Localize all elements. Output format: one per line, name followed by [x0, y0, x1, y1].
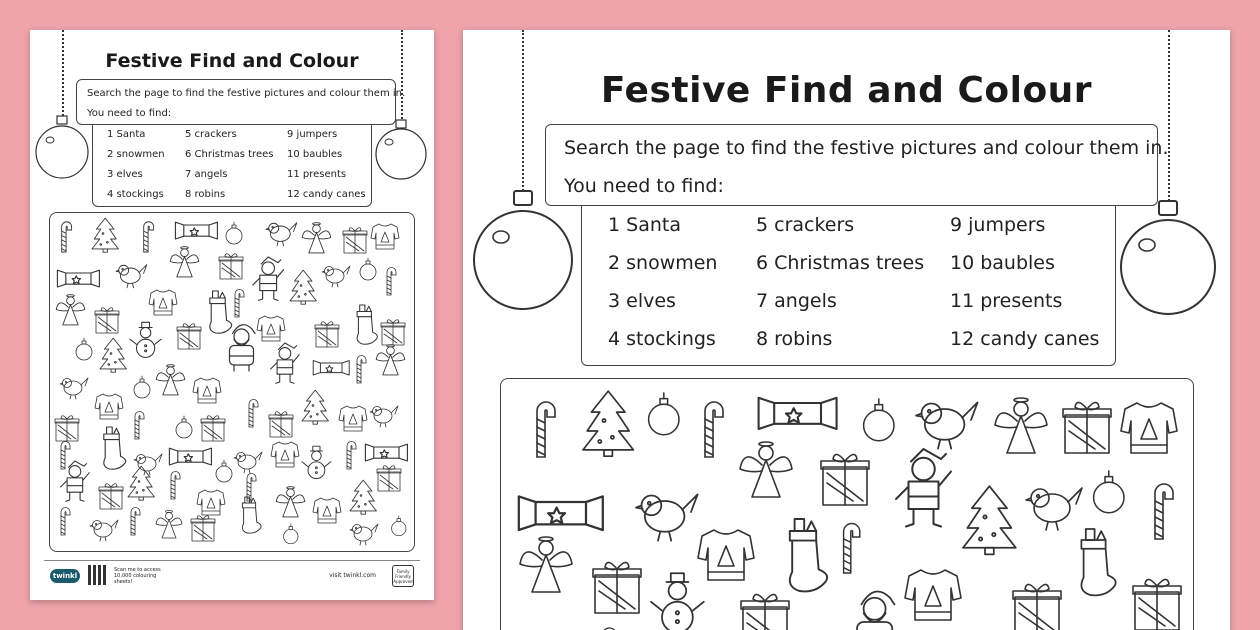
list-item: 7 angels	[756, 290, 837, 312]
candy-cane-icon	[387, 268, 396, 296]
bauble-icon	[76, 338, 92, 360]
list-item: 2 snowmen	[608, 252, 718, 274]
cracker-icon	[169, 448, 211, 465]
instruction-text: Search the page to find the festive pictures and colour them in.	[564, 137, 1169, 159]
robin-icon	[266, 223, 297, 246]
bauble-icon	[176, 416, 192, 438]
worksheet-zoomed	[463, 30, 1230, 630]
robin-icon	[90, 520, 118, 541]
bauble-icon	[360, 258, 376, 280]
family-friendly-badge: Family Friendly Approved	[392, 565, 414, 587]
candy-cane-icon	[61, 442, 70, 470]
angel-icon	[156, 365, 185, 395]
robin-icon	[1026, 488, 1082, 530]
list-item: 2 snowmen	[107, 149, 165, 160]
list-item: 3 elves	[107, 169, 143, 180]
santa-icon	[857, 591, 894, 630]
search-picture-area	[49, 212, 415, 552]
angel-icon	[520, 537, 572, 592]
list-item: 8 robins	[756, 328, 833, 350]
list-item: 5 crackers	[756, 214, 855, 236]
jumper-icon	[1121, 403, 1177, 453]
bauble-icon	[864, 399, 894, 441]
christmas-tree-icon	[100, 338, 126, 372]
list-item: 6 Christmas trees	[185, 149, 274, 160]
elf-icon	[896, 449, 951, 527]
scan-text: Scan me to access 10,000 colouring sheets!	[114, 567, 161, 585]
bauble-icon	[1094, 471, 1124, 513]
stocking-icon	[210, 291, 232, 333]
christmas-tree-icon	[302, 390, 328, 424]
instruction-find-label: You need to find:	[87, 108, 172, 119]
list-item: 5 crackers	[185, 129, 237, 140]
robin-icon	[916, 402, 978, 448]
angel-icon	[302, 223, 331, 253]
cracker-icon	[175, 222, 217, 239]
cracker-icon	[759, 398, 837, 429]
list-item: 6 Christmas trees	[756, 252, 925, 274]
bauble-icon	[1119, 197, 1217, 319]
angel-icon	[740, 442, 792, 497]
snowman-icon	[302, 446, 331, 478]
list-item: 9 jumpers	[950, 214, 1046, 236]
qr-code-icon	[88, 565, 108, 585]
bauble-icon	[649, 393, 679, 435]
robin-icon	[60, 378, 88, 399]
candy-cane-icon	[144, 222, 154, 252]
list-item: 7 angels	[185, 169, 228, 180]
list-item: 10 baubles	[950, 252, 1055, 274]
list-item: 3 elves	[608, 290, 676, 312]
present-icon	[821, 454, 869, 505]
list-item: 1 Santa	[608, 214, 681, 236]
bauble-string	[62, 30, 64, 120]
instructions-box	[76, 79, 406, 125]
robin-icon	[636, 494, 698, 540]
festive-pictures	[501, 379, 1194, 630]
jumper-icon	[271, 442, 299, 467]
bauble-icon	[392, 516, 406, 536]
candy-cane-icon	[537, 402, 555, 457]
present-icon	[1063, 402, 1111, 453]
present-icon	[191, 516, 215, 541]
bauble-string	[401, 30, 403, 122]
candy-cane-icon	[347, 442, 356, 470]
candy-cane-icon	[844, 524, 860, 574]
bauble-string	[522, 30, 524, 195]
angel-icon	[995, 398, 1047, 453]
list-item: 8 robins	[185, 189, 226, 200]
list-item: 10 baubles	[287, 149, 343, 160]
stocking-icon	[242, 497, 261, 533]
candy-cane-icon	[61, 508, 70, 536]
elf-icon	[271, 343, 300, 383]
christmas-tree-icon	[92, 218, 118, 252]
bauble-icon	[216, 460, 232, 482]
list-item: 9 jumpers	[287, 129, 338, 140]
present-icon	[99, 484, 123, 509]
list-item: 11 presents	[950, 290, 1063, 312]
list-item: 11 presents	[287, 169, 347, 180]
present-icon	[1013, 584, 1061, 630]
candy-cane-icon	[705, 402, 723, 457]
instructions-box	[545, 124, 1169, 206]
present-icon	[315, 322, 339, 347]
candy-cane-icon	[131, 508, 140, 536]
jumper-icon	[313, 498, 341, 523]
stocking-icon	[1081, 529, 1115, 595]
angel-icon	[376, 345, 405, 375]
christmas-tree-icon	[128, 466, 154, 500]
snowman-icon	[651, 573, 704, 630]
elf-icon	[253, 257, 284, 300]
present-icon	[741, 594, 789, 630]
present-icon	[219, 254, 243, 279]
robin-icon	[134, 454, 162, 475]
candy-cane-icon	[357, 356, 366, 384]
jumper-icon	[371, 224, 399, 249]
candy-cane-icon	[249, 400, 258, 428]
cracker-icon	[313, 361, 349, 375]
present-icon	[177, 324, 201, 349]
candy-cane-icon	[135, 412, 144, 440]
christmas-tree-icon	[963, 486, 1016, 554]
jumper-icon	[95, 394, 123, 419]
christmas-tree-icon	[290, 270, 316, 304]
present-icon	[95, 308, 119, 333]
christmas-tree-icon	[350, 480, 376, 514]
bauble-icon	[374, 116, 428, 182]
list-item: 12 candy canes	[287, 189, 366, 200]
find-list	[581, 206, 1116, 366]
cracker-icon	[57, 270, 99, 287]
page-title: Festive Find and Colour	[600, 70, 1093, 111]
present-icon	[377, 466, 401, 491]
jumper-icon	[339, 406, 367, 431]
robin-icon	[234, 452, 262, 473]
stocking-icon	[790, 519, 827, 591]
stocking-icon	[357, 305, 377, 344]
footer	[44, 560, 420, 590]
snowman-icon	[130, 322, 161, 357]
bauble-string	[1168, 30, 1170, 205]
visit-link[interactable]: visit twinkl.com	[329, 572, 376, 579]
stocking-icon	[104, 427, 126, 469]
angel-icon	[170, 247, 199, 277]
candy-cane-icon	[235, 290, 244, 318]
list-item: 4 stockings	[107, 189, 164, 200]
present-icon	[381, 320, 405, 345]
angel-icon	[276, 487, 305, 517]
jumper-icon	[193, 378, 221, 403]
present-icon	[201, 416, 225, 441]
cracker-icon	[365, 444, 407, 461]
christmas-tree-icon	[583, 391, 633, 456]
bauble-icon	[284, 524, 298, 544]
jumper-icon	[197, 490, 225, 515]
bauble-icon	[134, 376, 150, 398]
cracker-icon	[519, 496, 603, 530]
present-icon	[1133, 579, 1181, 630]
present-icon	[593, 562, 641, 613]
list-item: 1 Santa	[107, 129, 146, 140]
present-icon	[55, 416, 79, 441]
robin-icon	[322, 266, 350, 287]
festive-pictures	[50, 213, 415, 552]
jumper-icon	[905, 570, 961, 620]
angel-icon	[56, 295, 85, 325]
instruction-find-label: You need to find:	[564, 175, 724, 197]
bauble-icon	[226, 222, 242, 244]
robin-icon	[370, 406, 398, 427]
instruction-text: Search the page to find the festive pictures and colour them in.	[87, 88, 406, 99]
present-icon	[269, 412, 293, 437]
search-picture-area	[500, 378, 1194, 630]
candy-cane-icon	[1155, 484, 1173, 539]
list-item: 12 candy canes	[950, 328, 1100, 350]
find-list	[92, 125, 372, 207]
jumper-icon	[698, 530, 754, 580]
present-icon	[343, 228, 367, 253]
twinkl-logo: twinkl	[50, 569, 80, 583]
candy-cane-icon	[171, 472, 180, 500]
santa-icon	[230, 325, 256, 371]
jumper-icon	[257, 316, 285, 341]
page-title: Festive Find and Colour	[105, 50, 359, 72]
bauble-icon	[471, 187, 575, 315]
candy-cane-icon	[62, 222, 72, 252]
jumper-icon	[149, 290, 177, 315]
worksheet-thumbnail	[30, 30, 434, 600]
angel-icon	[156, 511, 182, 539]
robin-icon	[116, 265, 147, 288]
robin-icon	[350, 524, 378, 545]
list-item: 4 stockings	[608, 328, 716, 350]
